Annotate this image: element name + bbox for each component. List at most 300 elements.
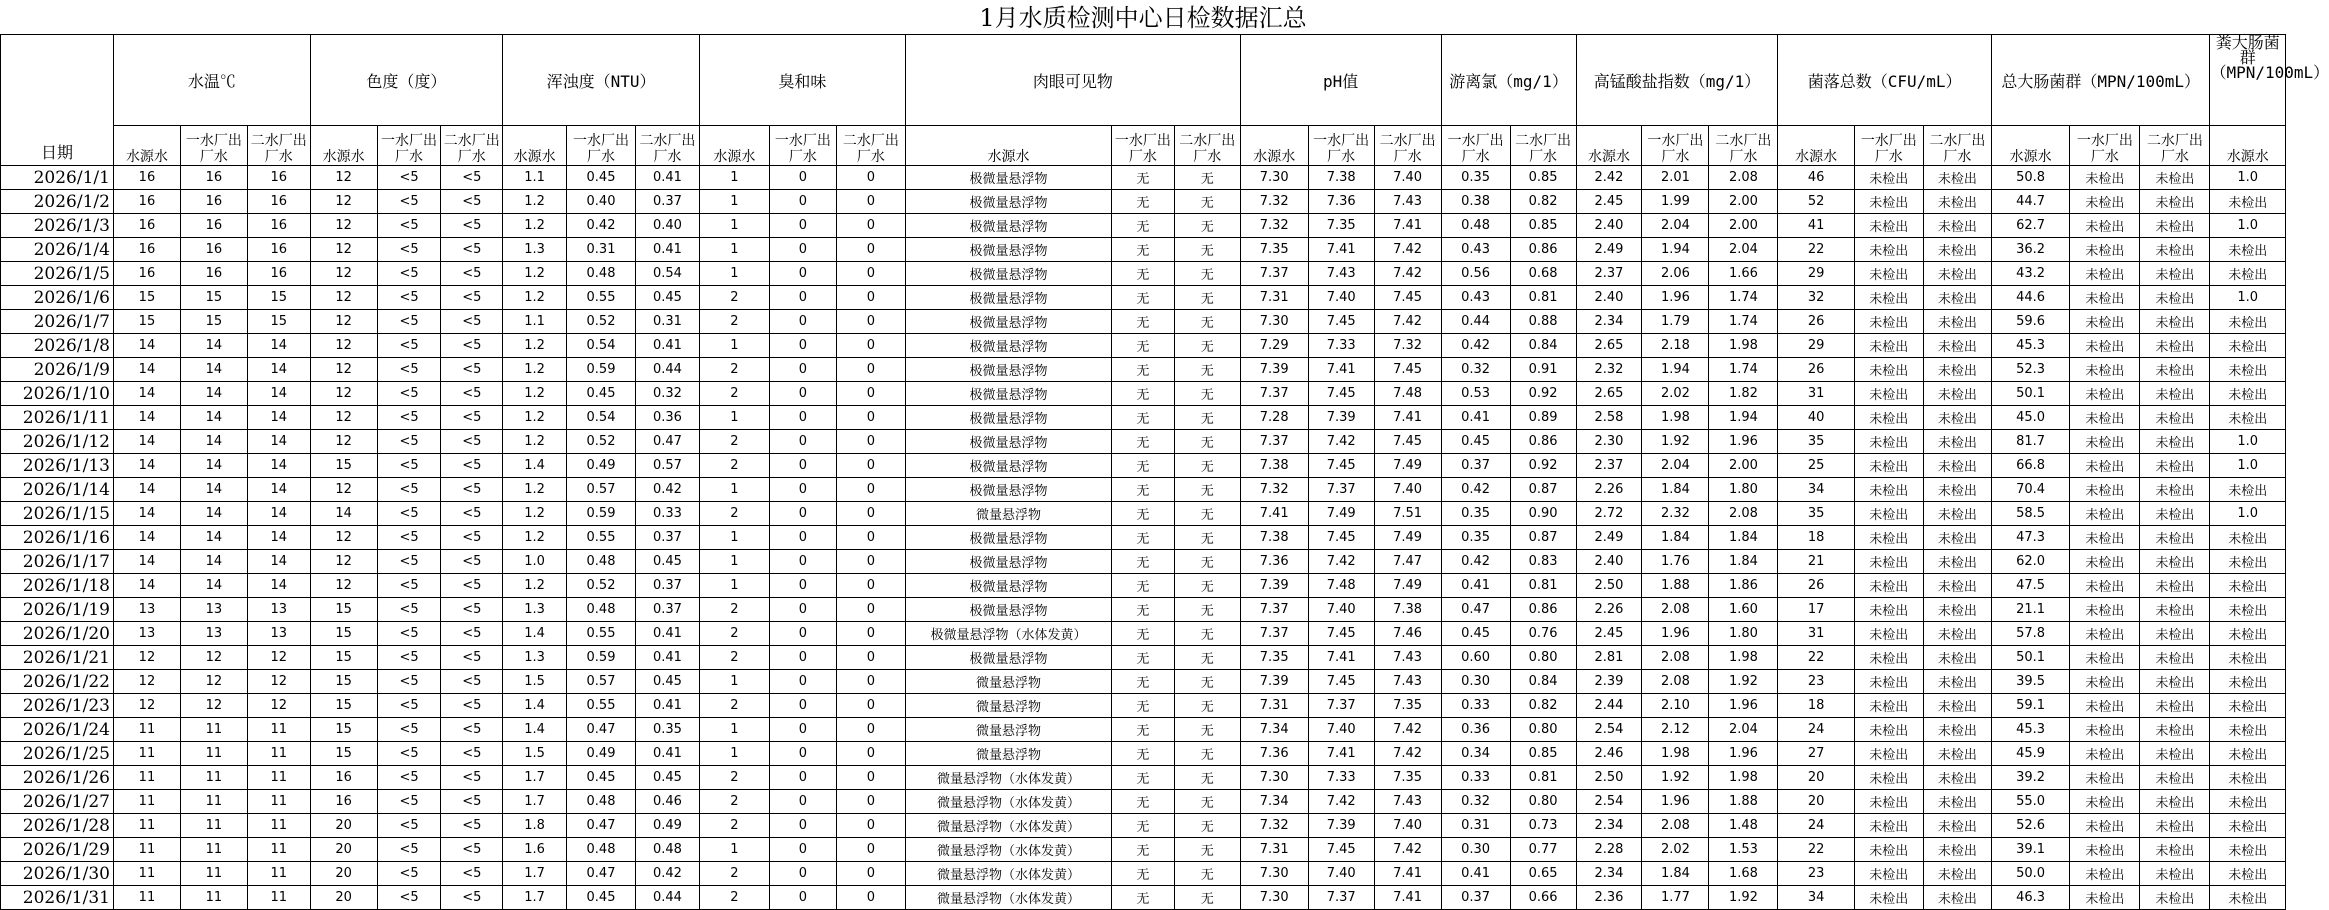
value-cell: 1.94 (1709, 406, 1778, 430)
value-cell: 7.35 (1374, 694, 1441, 718)
value-cell: 7.43 (1374, 670, 1441, 694)
value-cell: 0.55 (566, 694, 635, 718)
value-cell: 0.40 (566, 190, 635, 214)
value-cell: 11 (180, 742, 247, 766)
sub-header: 二水厂出厂水 (247, 126, 310, 166)
value-cell: 7.43 (1308, 262, 1374, 286)
value-cell: 极微量悬浮物 (905, 430, 1111, 454)
value-cell: <5 (377, 382, 441, 406)
value-cell: <5 (377, 286, 441, 310)
value-cell: 无 (1112, 718, 1175, 742)
value-cell: 未检出 (1854, 766, 1923, 790)
value-cell: 7.34 (1240, 790, 1308, 814)
value-cell: 2 (699, 862, 769, 886)
group-header: 粪大肠菌群（MPN/100mL） (2210, 35, 2286, 126)
value-cell: 0.46 (636, 790, 700, 814)
value-cell: 39.2 (1991, 766, 2069, 790)
value-cell: 1.96 (1642, 286, 1709, 310)
value-cell: 1.7 (503, 790, 567, 814)
value-cell: 36.2 (1991, 238, 2069, 262)
value-cell: 无 (1112, 430, 1175, 454)
value-cell: 14 (180, 526, 247, 550)
value-cell: 1 (699, 214, 769, 238)
value-cell: 1.0 (503, 550, 567, 574)
value-cell: 0.48 (566, 262, 635, 286)
value-cell: 1.98 (1642, 742, 1709, 766)
value-cell: 未检出 (2140, 814, 2210, 838)
value-cell: 7.30 (1240, 166, 1308, 190)
sub-header: 一水厂出厂水 (1854, 126, 1923, 166)
value-cell: 1.84 (1642, 526, 1709, 550)
value-cell: 1.4 (503, 694, 567, 718)
value-cell: 未检出 (1923, 382, 1991, 406)
value-cell: 26 (1778, 574, 1854, 598)
value-cell: <5 (377, 886, 441, 910)
value-cell: 0.65 (1510, 862, 1576, 886)
value-cell: 未检出 (1923, 358, 1991, 382)
sub-header: 水源水 (699, 126, 769, 166)
value-cell: 1 (699, 550, 769, 574)
value-cell: 0.80 (1510, 646, 1576, 670)
sub-header: 水源水 (1240, 126, 1308, 166)
value-cell: 2.00 (1709, 190, 1778, 214)
value-cell: 7.35 (1308, 214, 1374, 238)
value-cell: 0.32 (1441, 358, 1510, 382)
value-cell: 11 (113, 838, 180, 862)
value-cell: 1.98 (1709, 646, 1778, 670)
sub-header: 一水厂出厂水 (566, 126, 635, 166)
value-cell: 未检出 (2210, 310, 2286, 334)
table-row (1, 406, 2286, 430)
value-cell: 无 (1112, 526, 1175, 550)
value-cell: 0.57 (566, 478, 635, 502)
value-cell: 未检出 (2210, 646, 2286, 670)
value-cell: 1.7 (503, 766, 567, 790)
value-cell: 0.43 (1441, 286, 1510, 310)
value-cell: <5 (441, 334, 503, 358)
value-cell: <5 (441, 382, 503, 406)
value-cell: 1.8 (503, 814, 567, 838)
value-cell: <5 (441, 766, 503, 790)
value-cell: <5 (377, 478, 441, 502)
value-cell: 0.31 (566, 238, 635, 262)
value-cell: 未检出 (2210, 406, 2286, 430)
value-cell: 7.49 (1308, 502, 1374, 526)
value-cell: 52 (1778, 190, 1854, 214)
value-cell: 23 (1778, 670, 1854, 694)
value-cell: 0.45 (636, 550, 700, 574)
value-cell: 未检出 (2140, 718, 2210, 742)
value-cell: 70.4 (1991, 478, 2069, 502)
value-cell: 14 (180, 358, 247, 382)
value-cell: 15 (310, 718, 377, 742)
group-header: 菌落总数（CFU/mL） (1778, 35, 1991, 126)
value-cell: 1.96 (1709, 694, 1778, 718)
value-cell: 0 (769, 862, 836, 886)
value-cell: 7.42 (1374, 718, 1441, 742)
value-cell: 14 (180, 406, 247, 430)
value-cell: 15 (113, 286, 180, 310)
value-cell: 未检出 (2070, 502, 2140, 526)
value-cell: 2.46 (1576, 742, 1642, 766)
value-cell: 22 (1778, 838, 1854, 862)
value-cell: 未检出 (2140, 358, 2210, 382)
value-cell: 7.40 (1374, 166, 1441, 190)
value-cell: 1.84 (1709, 526, 1778, 550)
value-cell: 2 (699, 286, 769, 310)
value-cell: 0 (836, 214, 905, 238)
value-cell: 7.47 (1374, 550, 1441, 574)
value-cell: 1.2 (503, 262, 567, 286)
value-cell: 无 (1174, 406, 1240, 430)
value-cell: 0 (836, 574, 905, 598)
value-cell: 59.1 (1991, 694, 2069, 718)
date-cell: 2026/1/2 (1, 190, 114, 214)
value-cell: 12 (113, 646, 180, 670)
value-cell: 微量悬浮物（水体发黄） (905, 862, 1111, 886)
sub-header: 一水厂出厂水 (1308, 126, 1374, 166)
sub-header: 水源水 (113, 126, 180, 166)
value-cell: 15 (310, 622, 377, 646)
value-cell: 0.52 (566, 574, 635, 598)
value-cell: 12 (310, 214, 377, 238)
value-cell: 0.48 (566, 790, 635, 814)
value-cell: 0 (769, 454, 836, 478)
value-cell: 11 (113, 790, 180, 814)
value-cell: 0.42 (1441, 334, 1510, 358)
value-cell: 0 (769, 334, 836, 358)
value-cell: 7.31 (1240, 838, 1308, 862)
value-cell: 29 (1778, 334, 1854, 358)
value-cell: 未检出 (2070, 238, 2140, 262)
value-cell: 1.3 (503, 598, 567, 622)
value-cell: 16 (180, 166, 247, 190)
value-cell: 未检出 (2070, 574, 2140, 598)
value-cell: 2.08 (1642, 598, 1709, 622)
sub-header: 水源水 (2210, 126, 2286, 166)
table-row (1, 814, 2286, 838)
value-cell: 7.43 (1374, 646, 1441, 670)
value-cell: 0.37 (636, 598, 700, 622)
value-cell: 2.36 (1576, 886, 1642, 910)
value-cell: <5 (441, 286, 503, 310)
value-cell: 未检出 (2140, 214, 2210, 238)
value-cell: 1.60 (1709, 598, 1778, 622)
table-row (1, 886, 2286, 910)
value-cell: 0 (836, 694, 905, 718)
value-cell: 11 (247, 790, 310, 814)
value-cell: <5 (377, 190, 441, 214)
value-cell: 未检出 (2140, 478, 2210, 502)
value-cell: 0.86 (1510, 238, 1576, 262)
value-cell: 0 (769, 190, 836, 214)
value-cell: 未检出 (2140, 646, 2210, 670)
value-cell: 7.45 (1308, 382, 1374, 406)
value-cell: 0.52 (566, 310, 635, 334)
value-cell: 22 (1778, 238, 1854, 262)
table-row (1, 238, 2286, 262)
value-cell: 0.43 (1441, 238, 1510, 262)
value-cell: 1.92 (1709, 670, 1778, 694)
value-cell: 11 (180, 838, 247, 862)
value-cell: 0.33 (636, 502, 700, 526)
value-cell: 44.6 (1991, 286, 2069, 310)
value-cell: 未检出 (1923, 574, 1991, 598)
value-cell: 未检出 (2140, 526, 2210, 550)
table-row (1, 166, 2286, 190)
value-cell: 1.88 (1642, 574, 1709, 598)
value-cell: 极微量悬浮物 (905, 166, 1111, 190)
value-cell: <5 (441, 406, 503, 430)
value-cell: 无 (1112, 886, 1175, 910)
value-cell: 52.6 (1991, 814, 2069, 838)
value-cell: 未检出 (2210, 262, 2286, 286)
value-cell: 1 (699, 670, 769, 694)
value-cell: 1.0 (2210, 214, 2286, 238)
value-cell: <5 (377, 862, 441, 886)
value-cell: 未检出 (2070, 550, 2140, 574)
value-cell: 11 (247, 766, 310, 790)
value-cell: 16 (180, 214, 247, 238)
value-cell: 0 (836, 838, 905, 862)
value-cell: 32 (1778, 286, 1854, 310)
value-cell: <5 (441, 526, 503, 550)
value-cell: 7.31 (1240, 286, 1308, 310)
sub-header: 二水厂出厂水 (836, 126, 905, 166)
value-cell: 1.92 (1709, 886, 1778, 910)
value-cell: 0.41 (636, 622, 700, 646)
table-row (1, 286, 2286, 310)
value-cell: 12 (310, 310, 377, 334)
value-cell: 0.32 (636, 382, 700, 406)
value-cell: 未检出 (1923, 454, 1991, 478)
value-cell: 14 (247, 454, 310, 478)
value-cell: 0 (836, 886, 905, 910)
value-cell: 无 (1112, 382, 1175, 406)
date-cell: 2026/1/30 (1, 862, 114, 886)
value-cell: 0.31 (636, 310, 700, 334)
value-cell: 7.42 (1374, 742, 1441, 766)
value-cell: 7.32 (1374, 334, 1441, 358)
value-cell: 未检出 (2140, 262, 2210, 286)
value-cell: 未检出 (2070, 670, 2140, 694)
value-cell: 17 (1778, 598, 1854, 622)
value-cell: 1.5 (503, 670, 567, 694)
value-cell: 44.7 (1991, 190, 2069, 214)
value-cell: 12 (310, 190, 377, 214)
value-cell: 0 (836, 790, 905, 814)
value-cell: 14 (180, 382, 247, 406)
value-cell: 12 (310, 358, 377, 382)
value-cell: 0.37 (1441, 886, 1510, 910)
value-cell: 0.47 (636, 430, 700, 454)
value-cell: 极微量悬浮物 (905, 214, 1111, 238)
value-cell: 20 (310, 862, 377, 886)
value-cell: 16 (247, 166, 310, 190)
sub-header: 水源水 (1576, 126, 1642, 166)
value-cell: 未检出 (2140, 886, 2210, 910)
value-cell: 1 (699, 406, 769, 430)
value-cell: <5 (441, 430, 503, 454)
value-cell: 13 (180, 598, 247, 622)
value-cell: 未检出 (2070, 430, 2140, 454)
sub-header: 水源水 (503, 126, 567, 166)
value-cell: 未检出 (2140, 334, 2210, 358)
value-cell: 未检出 (2070, 766, 2140, 790)
value-cell: 12 (310, 526, 377, 550)
value-cell: 1.2 (503, 478, 567, 502)
value-cell: 无 (1174, 814, 1240, 838)
value-cell: 0 (769, 214, 836, 238)
value-cell: 未检出 (1923, 598, 1991, 622)
value-cell: 7.36 (1308, 190, 1374, 214)
value-cell: 15 (310, 742, 377, 766)
value-cell: 1.96 (1642, 622, 1709, 646)
value-cell: 7.42 (1374, 310, 1441, 334)
value-cell: <5 (377, 166, 441, 190)
value-cell: 7.37 (1240, 430, 1308, 454)
value-cell: 2.54 (1576, 790, 1642, 814)
value-cell: 0.52 (566, 430, 635, 454)
value-cell: 未检出 (2140, 670, 2210, 694)
value-cell: 0.35 (1441, 502, 1510, 526)
value-cell: 0.44 (1441, 310, 1510, 334)
value-cell: 无 (1112, 214, 1175, 238)
value-cell: 无 (1174, 238, 1240, 262)
value-cell: 无 (1112, 742, 1175, 766)
value-cell: 0 (836, 286, 905, 310)
value-cell: <5 (441, 262, 503, 286)
date-cell: 2026/1/29 (1, 838, 114, 862)
value-cell: 0.45 (636, 286, 700, 310)
value-cell: 7.49 (1374, 454, 1441, 478)
value-cell: 81.7 (1991, 430, 2069, 454)
value-cell: 未检出 (1923, 214, 1991, 238)
value-cell: 7.45 (1308, 454, 1374, 478)
value-cell: 7.45 (1308, 838, 1374, 862)
value-cell: 15 (113, 310, 180, 334)
value-cell: 2 (699, 622, 769, 646)
value-cell: 1.0 (2210, 502, 2286, 526)
table-row (1, 742, 2286, 766)
value-cell: 14 (113, 382, 180, 406)
value-cell: 未检出 (1923, 670, 1991, 694)
date-cell: 2026/1/9 (1, 358, 114, 382)
value-cell: 微量悬浮物 (905, 718, 1111, 742)
value-cell: 1.99 (1642, 190, 1709, 214)
value-cell: 0 (769, 502, 836, 526)
value-cell: 未检出 (2070, 358, 2140, 382)
value-cell: 7.42 (1308, 790, 1374, 814)
value-cell: 7.45 (1374, 358, 1441, 382)
value-cell: 50.1 (1991, 382, 2069, 406)
value-cell: 7.45 (1308, 670, 1374, 694)
value-cell: 极微量悬浮物（水体发黄） (905, 622, 1111, 646)
value-cell: 0.45 (566, 166, 635, 190)
value-cell: 无 (1174, 358, 1240, 382)
value-cell: 1.2 (503, 502, 567, 526)
table-row (1, 454, 2286, 478)
value-cell: 22 (1778, 646, 1854, 670)
value-cell: 无 (1174, 574, 1240, 598)
value-cell: 无 (1112, 238, 1175, 262)
value-cell: 未检出 (2070, 598, 2140, 622)
sub-header: 二水厂出厂水 (2140, 126, 2210, 166)
value-cell: 7.33 (1308, 334, 1374, 358)
value-cell: 未检出 (2070, 814, 2140, 838)
value-cell: 7.41 (1374, 862, 1441, 886)
value-cell: 0.42 (566, 214, 635, 238)
value-cell: 2.34 (1576, 310, 1642, 334)
value-cell: 2.01 (1642, 166, 1709, 190)
value-cell: <5 (377, 838, 441, 862)
value-cell: 46 (1778, 166, 1854, 190)
value-cell: 14 (113, 502, 180, 526)
value-cell: 0.92 (1510, 382, 1576, 406)
value-cell: 1.84 (1709, 550, 1778, 574)
value-cell: 0 (769, 646, 836, 670)
value-cell: 0.47 (566, 718, 635, 742)
value-cell: 7.51 (1374, 502, 1441, 526)
value-cell: 14 (180, 430, 247, 454)
value-cell: 未检出 (2140, 790, 2210, 814)
value-cell: 13 (247, 622, 310, 646)
value-cell: <5 (441, 358, 503, 382)
value-cell: 0.35 (636, 718, 700, 742)
value-cell: 1 (699, 742, 769, 766)
value-cell: 未检出 (1923, 646, 1991, 670)
value-cell: 7.37 (1240, 598, 1308, 622)
value-cell: 未检出 (1854, 790, 1923, 814)
value-cell: 0 (769, 838, 836, 862)
value-cell: 0.45 (636, 766, 700, 790)
value-cell: 7.41 (1240, 502, 1308, 526)
value-cell: 20 (310, 838, 377, 862)
value-cell: 未检出 (2210, 598, 2286, 622)
value-cell: 0.35 (1441, 166, 1510, 190)
value-cell: 7.29 (1240, 334, 1308, 358)
table-row (1, 598, 2286, 622)
value-cell: 16 (310, 790, 377, 814)
value-cell: <5 (441, 814, 503, 838)
value-cell: <5 (377, 526, 441, 550)
value-cell: 极微量悬浮物 (905, 526, 1111, 550)
value-cell: 0.81 (1510, 574, 1576, 598)
value-cell: 7.39 (1308, 814, 1374, 838)
value-cell: 1.4 (503, 622, 567, 646)
value-cell: 未检出 (1923, 766, 1991, 790)
sub-header: 水源水 (905, 126, 1111, 166)
value-cell: 无 (1112, 646, 1175, 670)
value-cell: 无 (1112, 550, 1175, 574)
value-cell: 7.32 (1240, 214, 1308, 238)
value-cell: 2.34 (1576, 862, 1642, 886)
value-cell: 0.45 (1441, 430, 1510, 454)
value-cell: 未检出 (1854, 214, 1923, 238)
value-cell: 12 (310, 238, 377, 262)
value-cell: 1.74 (1709, 310, 1778, 334)
value-cell: 未检出 (2210, 550, 2286, 574)
value-cell: 26 (1778, 310, 1854, 334)
value-cell: 1 (699, 478, 769, 502)
value-cell: 无 (1174, 262, 1240, 286)
value-cell: 1 (699, 166, 769, 190)
value-cell: 7.45 (1374, 430, 1441, 454)
value-cell: 无 (1112, 286, 1175, 310)
value-cell: 7.37 (1240, 622, 1308, 646)
value-cell: 16 (247, 238, 310, 262)
value-cell: 0 (836, 862, 905, 886)
